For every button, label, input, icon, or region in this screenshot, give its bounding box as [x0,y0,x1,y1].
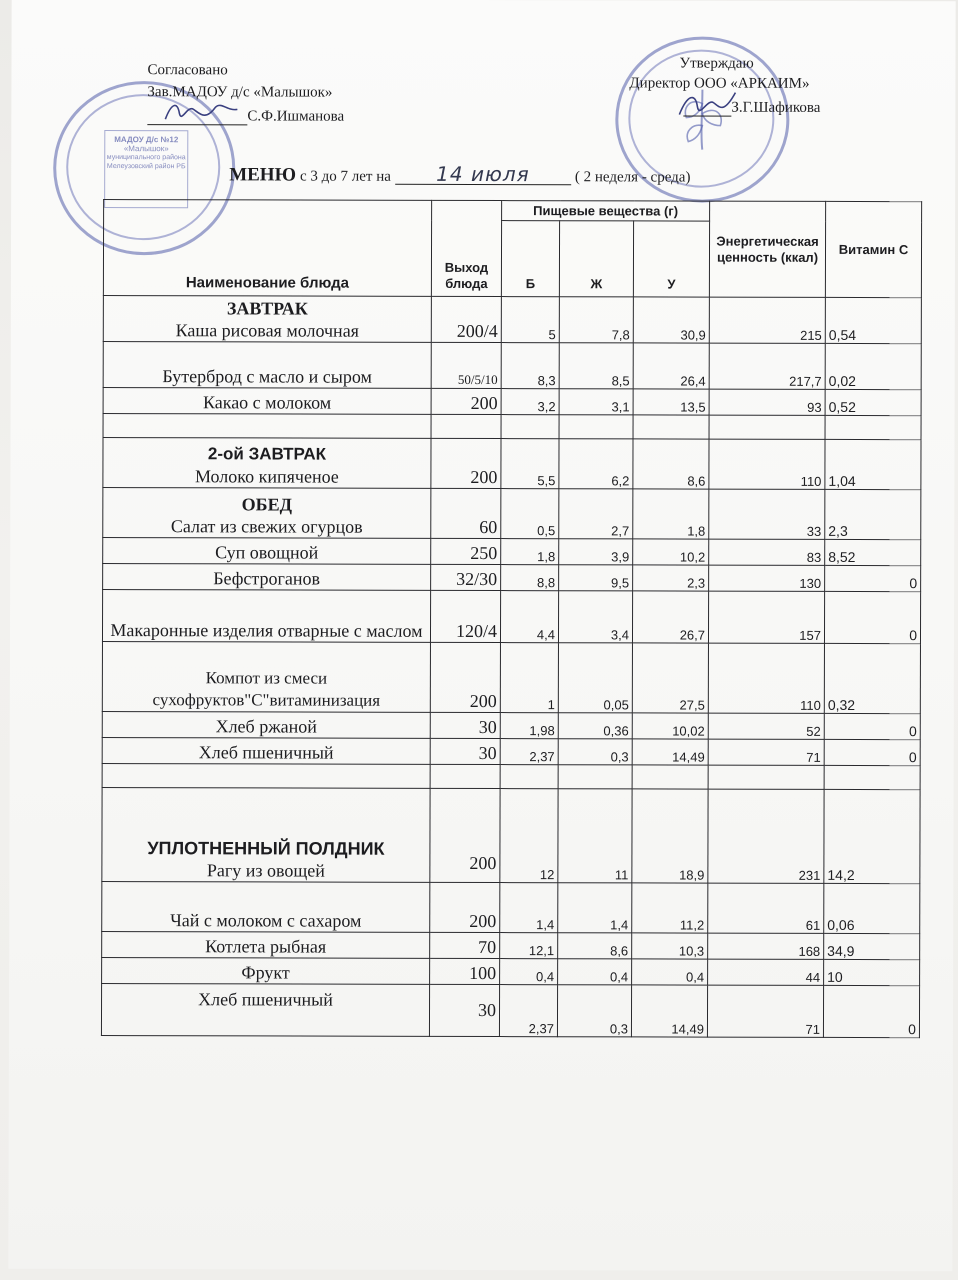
dish-name: Бутерброд с масло и сыром [103,342,431,389]
agreed-position: Зав.МАДОУ д/с «Малышок» [147,84,333,101]
section-title: УПЛОТНЕННЫЙ ПОЛДНИК [147,838,385,859]
protein-cell: 8,3 [501,343,559,389]
output-cell: 200 [430,642,500,712]
fat-cell: 0,3 [558,739,632,765]
carb-cell: 14,49 [631,985,707,1037]
header-zh: Ж [559,221,633,297]
carb-cell: 2,3 [633,565,709,591]
header-row-1 [104,200,922,222]
carb-cell: 26,7 [632,591,708,643]
menu-week: ( 2 неделя - среда) [574,169,691,186]
carb-cell: 10,02 [632,713,708,739]
dish-name: Компот из смеси сухофруктов"С"витаминизация [102,642,430,713]
stamp-line-2: «Малышок» [123,144,169,154]
vitamin-cell: 0 [824,713,920,739]
output-cell: 30 [430,712,500,738]
dish-name: Рагу из овощей [206,860,325,881]
kcal-cell: 231 [708,789,824,883]
vitamin-cell: 34,9 [824,933,920,959]
menu-table [101,199,922,1038]
header-energy: Энергетическая ценность (ккал) [709,201,825,297]
output-cell: 50/5/10 [431,342,501,388]
fat-cell: 0,3 [557,985,631,1037]
protein-cell: 4,4 [500,591,558,643]
dish-cell [102,788,430,883]
protein-cell: 12 [500,789,558,883]
header-vitamin: Витамин С [825,201,921,297]
menu-title-line [229,163,690,187]
carb-cell: 11,2 [632,883,708,933]
protein-cell: 0,4 [500,959,558,985]
protein-cell: 0,5 [501,489,559,539]
blank-row [103,414,921,440]
kcal-cell: 61 [708,883,824,933]
kcal-cell: 217,7 [709,343,825,389]
kcal-cell: 130 [709,565,825,591]
kcal-cell: 157 [708,591,824,643]
approved-label: Утверждаю [679,55,754,72]
kcal-cell: 93 [709,389,825,415]
vitamin-cell: 0,32 [824,643,920,713]
carb-cell: 27,5 [632,643,708,713]
header-dish: Наименование блюда [103,200,431,297]
table-row [103,388,921,416]
fat-cell: 3,1 [559,389,633,415]
blank-row [102,764,920,790]
dish-name: Какао с молоком [103,388,431,415]
fat-cell: 2,7 [559,489,633,539]
vitamin-cell: 0,54 [825,297,921,343]
carb-cell: 8,6 [633,439,709,489]
dish-name: Чай с молоком с сахаром [102,882,430,933]
fat-cell: 8,6 [558,933,632,959]
section-title: ЗАВТРАК [226,298,308,319]
vitamin-cell: 2,3 [825,489,921,539]
menu-sheet [8,0,955,1271]
output-cell: 200/4 [431,296,501,342]
protein-cell: 1,8 [501,539,559,565]
dish-name: Салат из свежих огурцов [170,516,363,537]
table-row [103,296,921,344]
stamp-line-4: Мелеузовский район РБ [106,163,186,171]
dish-name: Хлеб ржаной [102,712,430,739]
header-u: У [633,221,709,297]
fat-cell: 1,4 [558,883,632,933]
output-cell: 120/4 [430,590,500,642]
output-cell: 200 [431,438,501,488]
kcal-cell: 71 [707,985,823,1037]
output-cell: 200 [430,882,500,932]
fat-cell: 0,05 [558,643,632,713]
kcal-cell: 44 [708,959,824,985]
dish-name: Хлеб пшеничный [102,738,430,765]
kcal-cell: 110 [708,643,824,713]
output-cell: 30 [430,738,500,764]
kcal-cell: 71 [708,739,824,765]
fat-cell: 8,5 [559,343,633,389]
fat-cell: 3,4 [558,591,632,643]
fat-cell: 9,5 [559,565,633,591]
protein-cell: 3,2 [501,389,559,415]
header-output: Выход блюда [431,200,501,296]
header-nutrients: Пищевые вещества (г) [502,201,710,222]
dish-cell [103,488,431,539]
table-row [102,932,920,960]
output-cell: 100 [430,958,500,984]
carb-cell: 18,9 [632,789,708,883]
carb-cell: 10,2 [633,539,709,565]
left-signature-icon [161,97,241,127]
protein-cell: 12,1 [500,933,558,959]
table-row [102,882,920,934]
carb-cell: 14,49 [632,739,708,765]
vitamin-cell: 0 [825,565,921,591]
carb-cell: 26,4 [633,343,709,389]
dish-cell [103,296,431,343]
fat-cell: 3,9 [559,539,633,565]
kcal-cell: 52 [708,713,824,739]
output-cell: 200 [431,388,501,414]
table-row [103,564,921,592]
vitamin-cell: 8,52 [825,539,921,565]
kcal-cell: 33 [709,489,825,539]
vitamin-cell: 0 [824,591,920,643]
stamp-line-3: муниципального района [106,154,186,162]
dish-name: Котлета рыбная [102,932,430,959]
kcal-cell: 215 [709,297,825,343]
fat-cell: 6,2 [559,439,633,489]
protein-cell: 2,37 [499,985,557,1037]
menu-title: МЕНЮ [229,164,297,186]
protein-cell: 1,4 [500,883,558,933]
protein-cell: 1 [500,643,558,713]
dish-name: Суп овощной [103,538,431,565]
output-cell: 32/30 [431,564,501,590]
vitamin-cell: 0,02 [825,343,921,389]
stamp-line-1: МАДОУ Д/с №12 [114,135,179,145]
fat-cell: 0,36 [558,713,632,739]
approved-position: Директор ООО «АРКАИМ» [629,75,810,92]
output-cell: 70 [430,932,500,958]
dish-name: Макаронные изделия отварные с маслом [102,590,430,643]
table-row [102,642,920,714]
table-row [102,712,920,740]
vitamin-cell: 10 [824,959,920,985]
carb-cell: 30,9 [633,297,709,343]
table-row [101,984,919,1038]
table-row [103,342,921,390]
dish-name: Хлеб пшеничный [101,984,429,1037]
output-cell: 200 [430,788,500,882]
carb-cell: 13,5 [633,389,709,415]
table-row [103,438,921,490]
table-row [103,488,921,540]
dish-name: Бефстроганов [103,564,431,591]
vitamin-cell: 1,04 [825,439,921,489]
dish-cell [103,438,431,489]
output-cell: 30 [429,984,499,1036]
section-title: ОБЕД [241,494,293,515]
vitamin-cell: 0 [824,739,920,765]
fat-cell: 11 [558,789,632,883]
vitamin-cell: 14,2 [824,789,920,883]
protein-cell: 5,5 [501,439,559,489]
dish-name: Каша рисовая молочная [175,320,360,341]
protein-cell: 5 [501,297,559,343]
table-row [102,590,920,644]
fat-cell: 0,4 [558,959,632,985]
protein-cell: 8,8 [501,565,559,591]
agreed-name: С.Ф.Ишманова [247,108,345,125]
kcal-cell: 83 [709,539,825,565]
output-cell: 250 [431,538,501,564]
protein-cell: 1,98 [500,713,558,739]
carb-cell: 0,4 [632,959,708,985]
table-row [102,738,920,766]
output-cell: 60 [431,488,501,538]
section-title: 2-ой ЗАВТРАК [207,444,327,464]
dish-name: Молоко кипяченое [194,466,339,487]
kcal-cell: 110 [709,439,825,489]
agreed-label: Согласовано [147,62,228,79]
header-b: Б [501,221,559,297]
kcal-cell: 168 [708,933,824,959]
dish-name: Фрукт [102,958,430,985]
carb-cell: 1,8 [633,489,709,539]
vitamin-cell: 0,06 [824,883,920,933]
table-row [103,538,921,566]
approved-name: З.Г.Шафикова [731,99,821,116]
vitamin-cell: 0 [823,985,919,1037]
carb-cell: 10,3 [632,933,708,959]
vitamin-cell: 0,52 [825,389,921,415]
fat-cell: 7,8 [559,297,633,343]
table-row [102,788,920,884]
menu-age: с 3 до 7 лет на [299,168,391,185]
table-row [102,958,920,986]
protein-cell: 2,37 [500,739,558,765]
menu-date: 14 июля [395,164,571,185]
right-signature-icon [673,84,743,124]
